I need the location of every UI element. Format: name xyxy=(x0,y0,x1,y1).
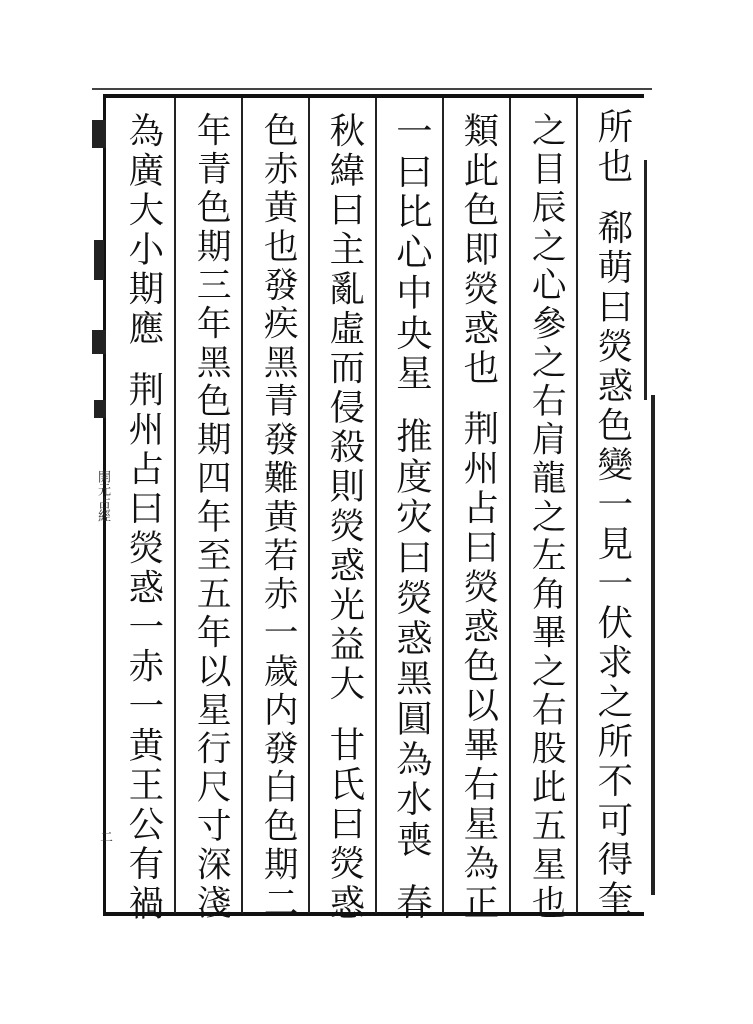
column-segment: 荆州占曰熒惑色以畢右星為正 xyxy=(457,410,499,924)
right-border-upper xyxy=(644,160,647,400)
column-segment: 色赤黄也發疾黑青發難黄若赤一歲内發白色期二 xyxy=(257,112,298,924)
column-rule xyxy=(174,98,176,913)
margin-side-title: 開元占經 xyxy=(95,470,110,522)
text-column-1 xyxy=(584,108,640,920)
page-number: 二 xyxy=(97,830,112,843)
column-segment: 秋緯曰主亂虛而侵殺則熒惑光益大 xyxy=(323,112,365,705)
column-rule xyxy=(375,98,377,913)
text-column-5 xyxy=(316,112,372,924)
text-column-7 xyxy=(182,112,238,924)
text-column-2 xyxy=(517,112,573,924)
column-segment: 郗萌曰熒惑色變一見一伏求之所不可得奎 xyxy=(591,208,633,920)
column-rule xyxy=(576,98,578,913)
column-segment: 推度灾曰熒惑黑圓為水喪 xyxy=(390,416,434,861)
margin-mark xyxy=(94,240,104,280)
right-border-lower xyxy=(651,395,655,895)
column-segment: 荆州占曰熒惑一赤一黄王公有禍 xyxy=(122,370,164,924)
column-segment: 甘氏曰熒惑 xyxy=(323,726,365,924)
column-rule xyxy=(308,98,310,913)
text-column-6 xyxy=(249,112,305,924)
column-segment: 一曰比心中央星 xyxy=(390,112,434,395)
column-rule xyxy=(509,98,511,913)
margin-mark xyxy=(94,400,106,418)
column-segment: 為廣大小期應 xyxy=(122,112,164,349)
outer-top-rule xyxy=(92,88,652,90)
column-segment: 所也 xyxy=(591,108,633,187)
column-segment: 年青色期三年黑色期四年至五年以星行尺寸深淺 xyxy=(190,112,231,924)
text-column-8 xyxy=(115,112,171,924)
margin-mark xyxy=(92,120,106,148)
column-rule xyxy=(241,98,243,913)
column-rule xyxy=(442,98,444,913)
column-segment: 類此色即熒惑也 xyxy=(457,112,499,389)
margin-mark xyxy=(92,330,106,354)
column-segment: 春 xyxy=(390,882,434,923)
column-segment: 之目辰之心參之右肩龍之左角畢之右股此五星也 xyxy=(525,112,566,924)
text-column-4 xyxy=(383,112,439,923)
text-column-3 xyxy=(450,112,506,924)
